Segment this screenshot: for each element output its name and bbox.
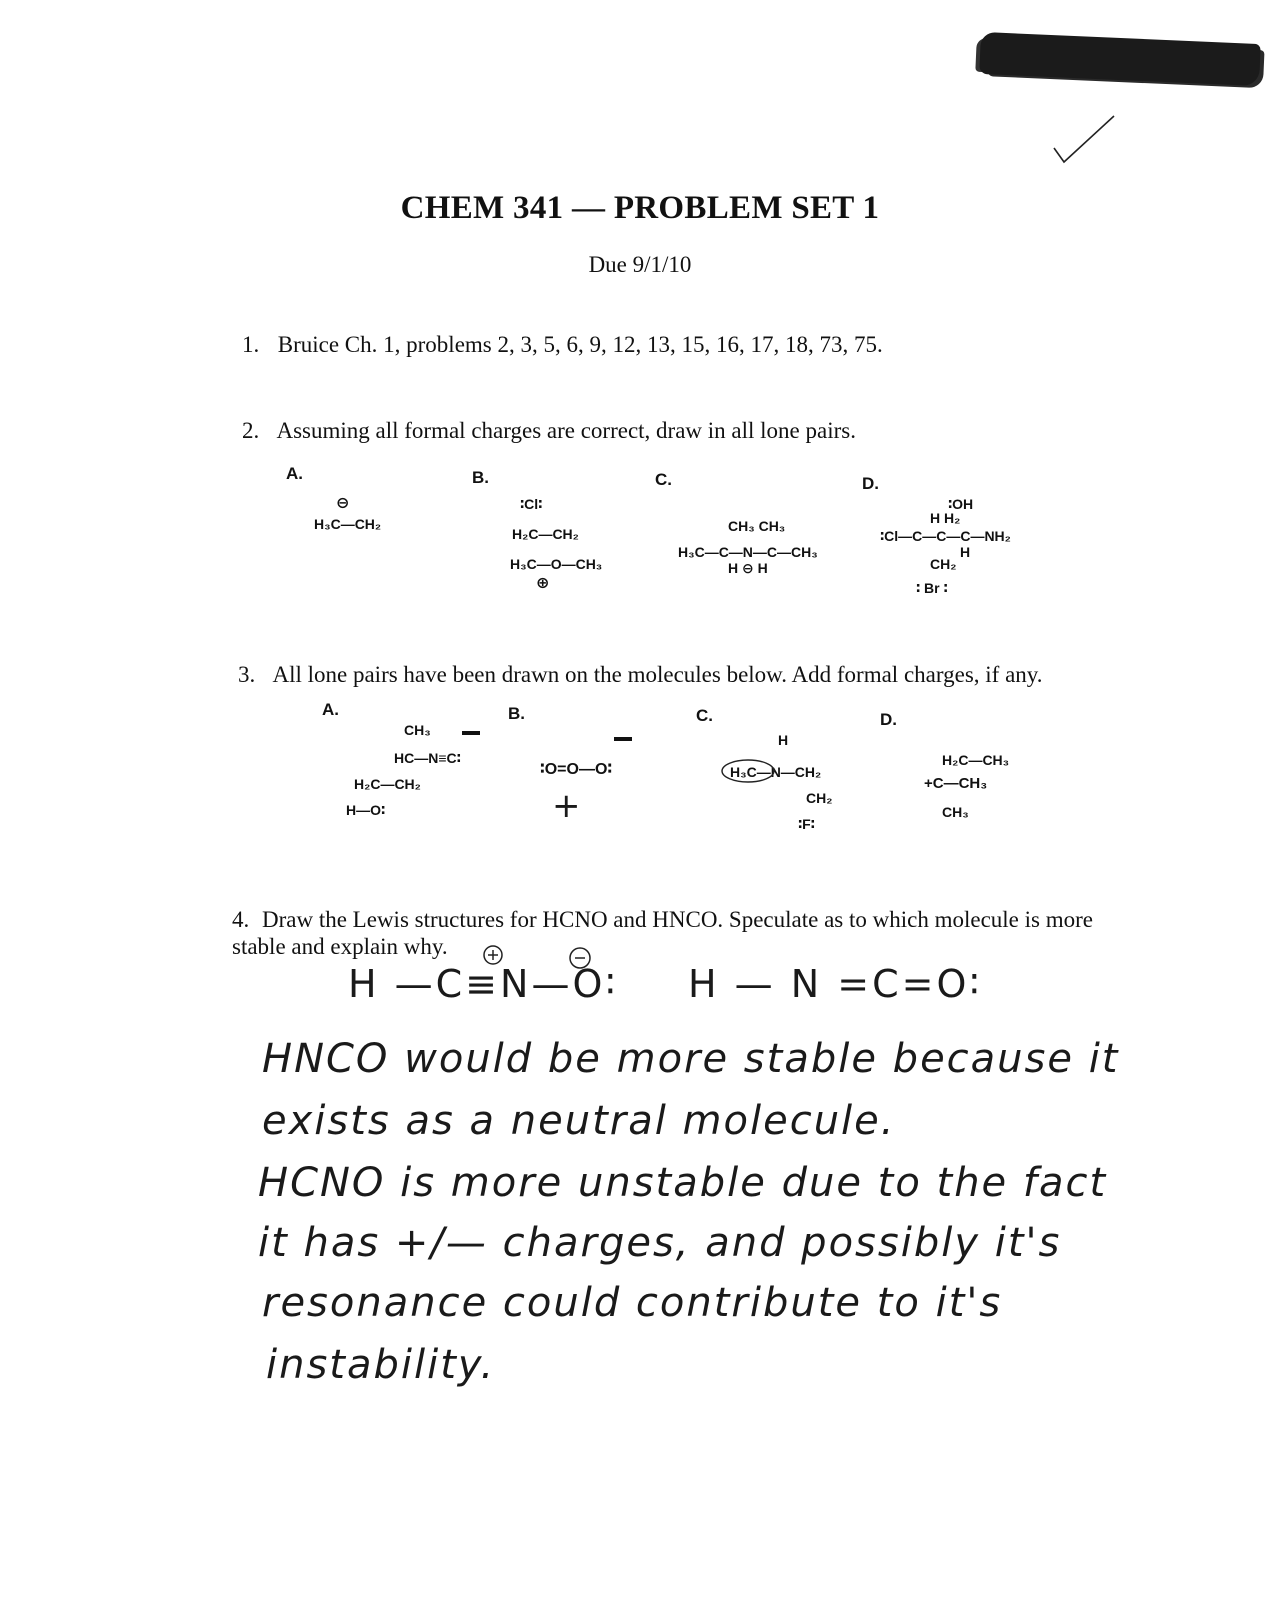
question-text: Assuming all formal charges are correct, draw in all lone pairs. xyxy=(276,418,856,443)
question-text: Bruice Ch. 1, problems 2, 3, 5, 6, 9, 12, 13, 15, 16, 17, 18, 73, 75. xyxy=(277,332,883,357)
check-mark-icon xyxy=(1050,110,1120,170)
negative-charge-icon xyxy=(568,946,592,970)
molecule-oh: ∶OH xyxy=(948,496,974,512)
molecule-bottom: H₃C—O—CH₃ xyxy=(510,556,603,572)
question-text: Draw the Lewis structures for HCNO and HNCO. Speculate as to which molecule is more stable and explain why. xyxy=(232,907,1093,959)
molecule-line-3: H₂C—CH₂ xyxy=(354,776,421,792)
molecule-formula: H₃C—C—N—C—CH₃ xyxy=(678,544,818,560)
formal-charge: ⊕ xyxy=(536,575,550,592)
molecule-bottom: H ⊖ H xyxy=(728,560,768,576)
molecule-bottom: CH₃ xyxy=(942,804,969,820)
redacted-name-scribble xyxy=(979,32,1261,86)
handwritten-dash-mark xyxy=(460,728,484,738)
molecule-line-2: HC—N≡C∶ xyxy=(394,750,461,766)
answer-line: exists as a neutral molecule. xyxy=(262,1098,896,1144)
answer-line: instability. xyxy=(266,1342,496,1388)
q2-label-d: D. xyxy=(862,474,879,493)
question-number: 4. xyxy=(232,907,250,932)
molecule-formula: H₃C—CH₂ xyxy=(314,516,382,532)
due-date: Due 9/1/10 xyxy=(588,252,692,277)
handwritten-hnco-structure: H — N =C=O∶ xyxy=(688,962,983,1006)
molecule-line-4: H—O∶ xyxy=(346,802,386,818)
question-4 xyxy=(232,906,1112,960)
positive-charge-icon xyxy=(482,944,504,966)
molecule-f: ∶F∶ xyxy=(798,816,815,832)
answer-line: resonance could contribute to it's xyxy=(262,1280,1003,1326)
q3-label-b: B. xyxy=(508,704,525,723)
handwritten-circle-mark xyxy=(720,758,776,784)
molecule-top: H₂C—CH₃ xyxy=(942,752,1010,768)
q3-label-d: D. xyxy=(880,710,897,729)
question-text: All lone pairs have been drawn on the molecules below. Add formal charges, if any. xyxy=(272,662,1043,687)
molecule-top: CH₃ CH₃ xyxy=(728,518,786,534)
handwritten-hcno-structure: H —C≡N—O∶ xyxy=(348,962,619,1006)
page-title: CHEM 341 — PROBLEM SET 1 xyxy=(400,190,880,226)
q3-label-a: A. xyxy=(322,700,339,719)
molecule-br: ∶ Br ∶ xyxy=(916,580,948,596)
molecule-top: H xyxy=(778,732,789,748)
q2-label-a: A. xyxy=(286,464,303,483)
question-3 xyxy=(238,662,1043,688)
question-number: 2. xyxy=(242,418,260,443)
q3-label-c: C. xyxy=(696,706,713,725)
molecule-ch2: CH₂ xyxy=(806,790,833,806)
molecule-h-bottom: H xyxy=(960,544,971,560)
molecule-formula: ∶O=O—O∶ xyxy=(540,761,613,778)
answer-line: it has +/— charges, and possibly it's xyxy=(258,1220,1062,1266)
question-2 xyxy=(242,418,856,444)
molecule-mid: H₂C—CH₂ xyxy=(512,526,579,542)
q2-label-c: C. xyxy=(655,470,672,489)
molecule-mid: +C—CH₃ xyxy=(924,775,988,792)
molecule-top: ∶Cl∶ xyxy=(520,496,543,512)
handwritten-charge: + xyxy=(552,786,581,826)
molecule-h-top: H H₂ xyxy=(930,510,961,526)
molecule-formula: ∶Cl—C—C—C—NH₂ xyxy=(880,528,1011,544)
formal-charge: ⊖ xyxy=(336,495,350,512)
handwritten-dash-mark xyxy=(612,734,636,744)
molecule-ch2: CH₂ xyxy=(930,556,957,572)
question-number: 3. xyxy=(238,662,256,687)
answer-line: HNCO would be more stable because it xyxy=(262,1036,1120,1082)
answer-line: HCNO is more unstable due to the fact xyxy=(258,1160,1108,1206)
question-number: 1. xyxy=(242,332,260,357)
molecule-line-1: CH₃ xyxy=(404,722,431,738)
molecule-formula: H₃C—N—CH₂ xyxy=(730,764,822,780)
question-1 xyxy=(242,332,883,358)
q2-label-b: B. xyxy=(472,468,489,487)
